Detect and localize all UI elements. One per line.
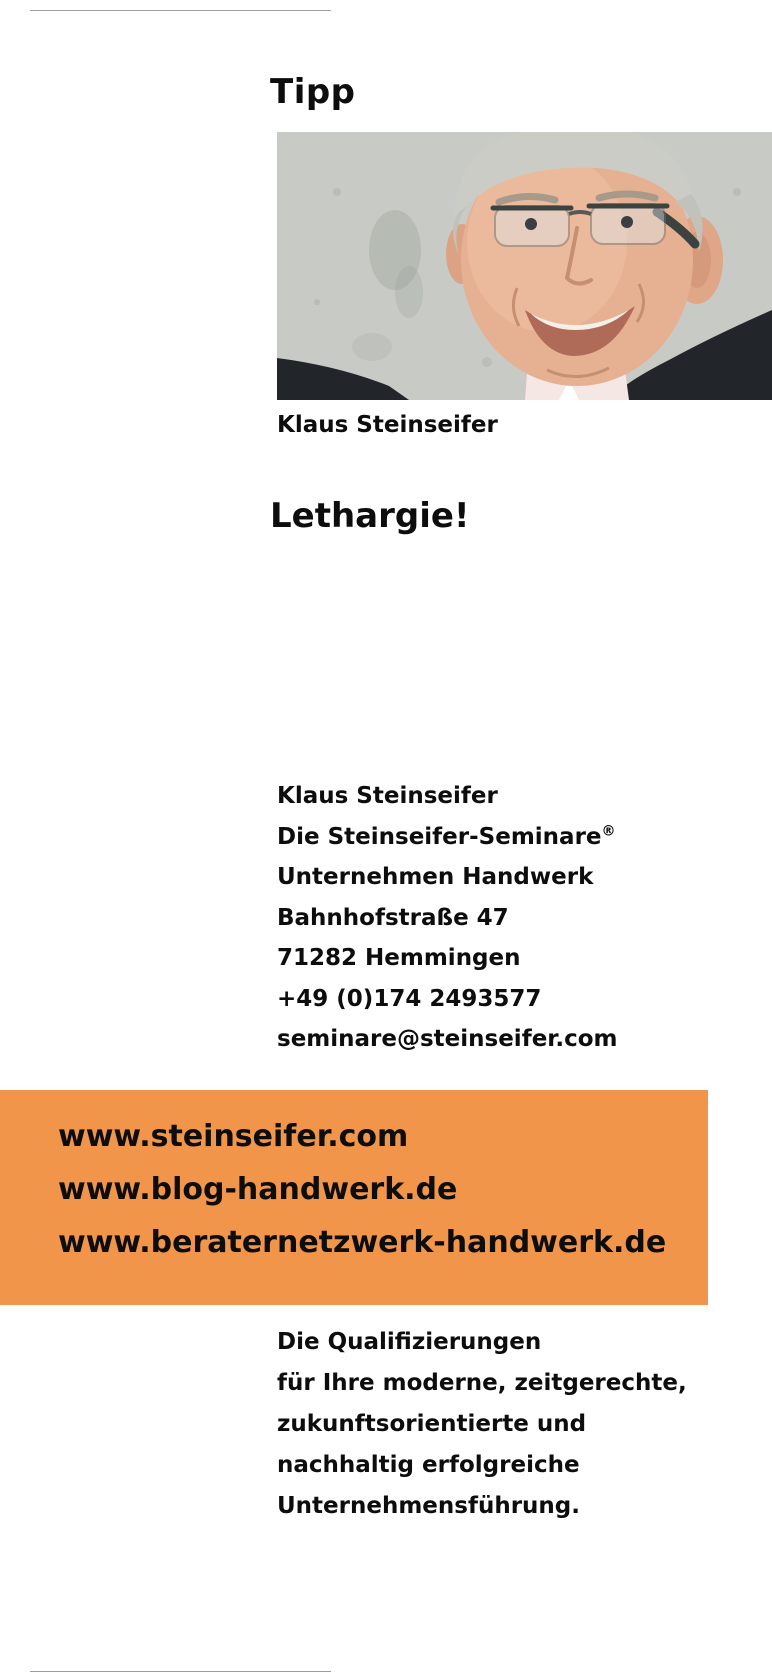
contact-company-text: Die Steinseifer-Seminare — [277, 823, 602, 850]
photo-caption: Klaus Steinseifer — [277, 412, 498, 438]
closing-line: zukunftsorientierte und — [277, 1411, 587, 1437]
closing-paragraph — [277, 1322, 687, 1527]
contact-business: Unternehmen Handwerk — [277, 864, 594, 890]
website-banner — [0, 1090, 708, 1305]
portrait-illustration — [277, 132, 772, 400]
bottom-divider — [30, 1671, 331, 1672]
page-title: Lethargie! — [270, 496, 470, 536]
contact-street: Bahnhofstraße 47 — [277, 904, 509, 931]
website-link-steinseifer[interactable]: www.steinseifer.com — [58, 1119, 409, 1154]
kicker-heading: Tipp — [270, 72, 356, 112]
contact-email[interactable]: seminare@steinseifer.com — [277, 1026, 618, 1052]
closing-line: nachhaltig erfolgreiche — [277, 1452, 580, 1478]
closing-line: Die Qualifizierungen — [277, 1329, 542, 1355]
closing-line: Unternehmensführung. — [277, 1493, 581, 1519]
contact-city: 71282 Hemmingen — [277, 945, 521, 971]
contact-company — [277, 817, 618, 858]
contact-block — [277, 776, 618, 1060]
top-divider — [30, 10, 331, 11]
registered-trademark-mark: ® — [601, 822, 616, 839]
contact-name: Klaus Steinseifer — [277, 783, 498, 809]
portrait-photo — [277, 132, 772, 400]
contact-phone: +49 (0)174 2493577 — [277, 985, 542, 1012]
closing-line: für Ihre moderne, zeitgerechte, — [277, 1370, 687, 1396]
website-link-beraternetzwerk[interactable]: www.beraternetzwerk-handwerk.de — [58, 1225, 667, 1260]
website-link-blog-handwerk[interactable]: www.blog-handwerk.de — [58, 1172, 458, 1207]
